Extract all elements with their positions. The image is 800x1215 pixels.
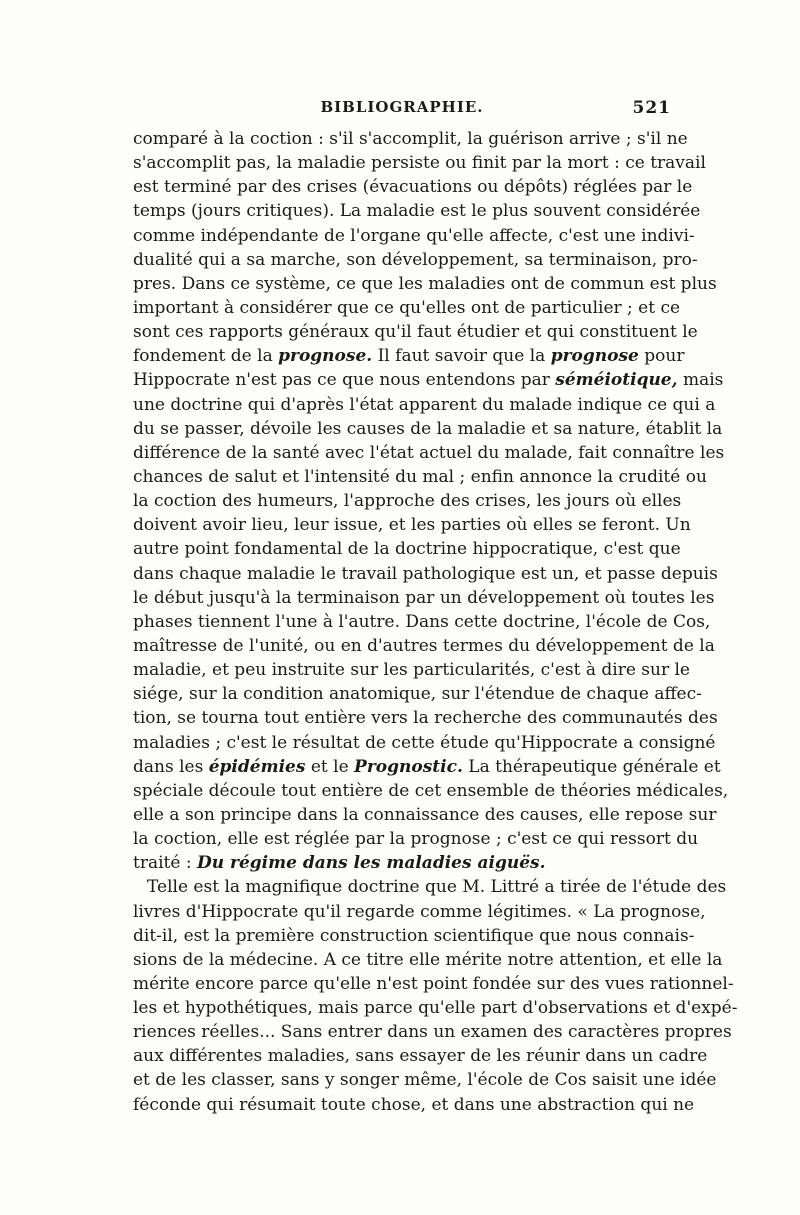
running-head <box>133 98 671 122</box>
text-line: mérite encore parce qu'elle n'est point fondée sur des vues rationnel- <box>133 973 734 994</box>
italic-emphasis: séméiotique, <box>555 370 678 391</box>
text-line: Telle est la magnifique doctrine que M. Littré a tirée de l'étude des <box>147 877 727 898</box>
text-line: livres d'Hippocrate qu'il regarde comme légitimes. « La prognose, <box>133 901 706 922</box>
text-line: dit-il, est la première construction scientifique que nous connais- <box>133 925 695 946</box>
text-line: et de les classer, sans y songer même, l'école de Cos saisit une idée <box>133 1070 717 1091</box>
text-line: la coction, elle est réglée par la prognose ; c'est ce qui ressort du <box>133 829 699 850</box>
text-line: elle a son principe dans la connaissance des causes, elle repose sur <box>133 804 717 825</box>
text-line: sions de la médecine. A ce titre elle mérite notre attention, et elle la <box>133 949 723 970</box>
body-text <box>133 127 738 1117</box>
text-line: temps (jours critiques). La maladie est le plus souvent considérée <box>133 201 701 222</box>
text-line: autre point fondamental de la doctrine hippocratique, c'est que <box>133 539 681 560</box>
text-line: important à considérer que ce qu'elles ont de particulier ; et ce <box>133 297 681 318</box>
text-line: la coction des humeurs, l'approche des crises, les jours où elles <box>133 491 682 512</box>
text-line: doivent avoir lieu, leur issue, et les parties où elles se feront. Un <box>133 515 691 536</box>
text-line: féconde qui résumait toute chose, et dans une abstraction qui ne <box>133 1094 695 1115</box>
text-line: dans chaque maladie le travail pathologique est un, et passe depuis <box>133 563 718 584</box>
text-line: siége, sur la condition anatomique, sur l'étendue de chaque affec- <box>133 684 702 705</box>
text-line: aux différentes maladies, sans essayer de les réunir dans un cadre <box>133 1046 708 1067</box>
italic-emphasis: Du régime dans les maladies aiguës. <box>196 853 546 874</box>
text-line: fondement de la prognose. Il faut savoir que la prognose pour <box>133 346 685 367</box>
text-line: comme indépendante de l'organe qu'elle affecte, c'est une indivi- <box>133 225 695 246</box>
text-line: riences réelles... Sans entrer dans un examen des caractères propres <box>133 1022 732 1043</box>
text-line: une doctrine qui d'après l'état apparent du malade indique ce qui a <box>133 394 716 415</box>
text-line: traité : Du régime dans les maladies aiguës. <box>133 853 546 874</box>
text-line: différence de la santé avec l'état actuel du malade, fait connaître les <box>133 442 725 463</box>
text-line: phases tiennent l'une à l'autre. Dans cette doctrine, l'école de Cos, <box>133 611 711 632</box>
text-line: dans les épidémies et le Prognostic. La thérapeutique générale et <box>133 756 721 777</box>
text-line: comparé à la coction : s'il s'accomplit, la guérison arrive ; s'il ne <box>133 129 688 149</box>
page-number: 521 <box>632 98 671 118</box>
text-line: les et hypothétiques, mais parce qu'elle part d'observations et d'expé- <box>133 998 738 1019</box>
text-line: maladies ; c'est le résultat de cette étude qu'Hippocrate a consigné <box>133 732 716 753</box>
text-line: s'accomplit pas, la maladie persiste ou finit par la mort : ce travail <box>133 153 706 174</box>
text-line: sont ces rapports généraux qu'il faut étudier et qui constituent le <box>133 322 698 343</box>
text-line: le début jusqu'à la terminaison par un développement où toutes les <box>133 587 715 608</box>
text-line: Hippocrate n'est pas ce que nous entendons par séméiotique, mais <box>133 370 724 391</box>
text-line: est terminé par des crises (évacuations ou dépôts) réglées par le <box>133 177 693 198</box>
italic-emphasis: prognose <box>550 346 639 367</box>
italic-emphasis: Prognostic. <box>354 756 463 777</box>
text-line: maîtresse de l'unité, ou en d'autres termes du développement de la <box>133 635 715 656</box>
italic-emphasis: prognose. <box>278 346 373 367</box>
text-line: chances de salut et l'intensité du mal ; enfin annonce la crudité ou <box>133 466 707 487</box>
italic-emphasis: épidémies <box>208 756 306 777</box>
text-line: maladie, et peu instruite sur les particularités, c'est à dire sur le <box>133 660 690 681</box>
text-line: pres. Dans ce système, ce que les maladies ont de commun est plus <box>133 273 717 294</box>
text-line: dualité qui a sa marche, son développement, sa terminaison, pro- <box>133 249 698 270</box>
text-line: spéciale découle tout entière de cet ensemble de théories médicales, <box>133 780 729 801</box>
text-line: du se passer, dévoile les causes de la maladie et sa nature, établit la <box>133 418 723 439</box>
text-line: tion, se tourna tout entière vers la recherche des communautés des <box>133 708 718 729</box>
running-title: BIBLIOGRAPHIE. <box>320 98 484 116</box>
